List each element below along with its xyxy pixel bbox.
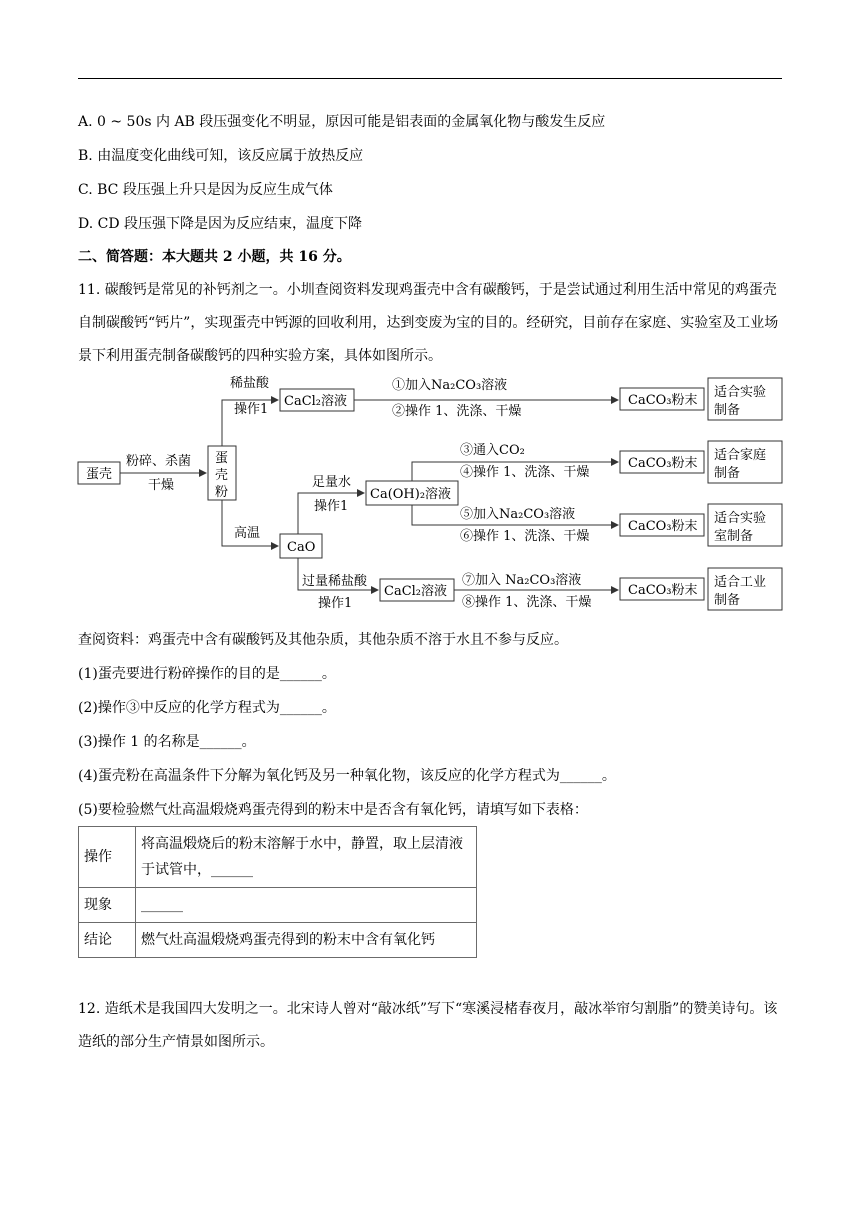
step-7: ⑦加入 Na₂CO₃溶液	[462, 573, 582, 588]
caoh2-label: Ca(OH)₂溶液	[370, 487, 452, 502]
table-row	[79, 888, 477, 923]
sub-question-4: (4)蛋壳粉在高温条件下分解为氧化钙及另一种氧化物，该反应的化学方程式为______。	[78, 768, 616, 784]
step-4: ④操作 1、洗涤、干燥	[460, 465, 590, 480]
row-content-phenomenon: ______	[136, 888, 477, 923]
header-rule	[78, 78, 782, 79]
result-3-line-2: 室制备	[714, 529, 754, 544]
result-4-line-1: 适合工业	[714, 575, 767, 590]
result-1-line-1: 适合实验	[714, 385, 767, 400]
result-4-line-2: 制备	[714, 593, 741, 608]
caco3-label-1: CaCO₃粉末	[628, 393, 698, 408]
option-a: A. 0 ~ 50s 内 AB 段压强变化不明显，原因可能是铝表面的金属氧化物与酸发生反应	[78, 114, 606, 130]
step-8: ⑧操作 1、洗涤、干燥	[462, 595, 592, 610]
section-heading: 二、简答题：本大题共 2 小题，共 16 分。	[78, 249, 351, 265]
answer-table	[78, 826, 477, 958]
question-12-text: 12. 造纸术是我国四大发明之一。北宋诗人曾对“敲冰纸”写下“寒溪浸楮春夜月，敲冰举帘匀割脂”的赞美诗句。该造纸的部分生产情景如图所示。	[78, 1001, 778, 1050]
powder-char-2: 壳	[215, 468, 229, 483]
cacl2-bottom-label: CaCl₂溶液	[384, 584, 448, 599]
sub-question-5: (5)要检验燃气灶高温煅烧鸡蛋壳得到的粉末中是否含有氧化钙，请填写如下表格：	[78, 802, 588, 818]
op1-label-b: 操作1	[314, 499, 349, 514]
caco3-label-2: CaCO₃粉末	[628, 456, 698, 471]
powder-char-3: 粉	[215, 485, 229, 500]
question-11-intro: 11. 碳酸钙是常见的补钙剂之一。小圳查阅资料发现鸡蛋壳中含有碳酸钙，于是尝试通过利用生活中常见的鸡蛋壳自制碳酸钙“钙片”，实现蛋壳中钙源的回收利用，达到变废为宝的目的。经研究，目前存在家庭、实验室及工业场景下利用蛋壳制备碳酸钙的四种实验方案，具体如图所示。	[78, 282, 779, 364]
row-label-conclusion: 结论	[79, 923, 136, 958]
table-row	[79, 923, 477, 958]
result-1-line-2: 制备	[714, 403, 741, 418]
cao-label: CaO	[287, 540, 316, 555]
step-1: ①加入Na₂CO₃溶液	[392, 378, 508, 393]
option-b: B. 由温度变化曲线可知，该反应属于放热反应	[78, 148, 364, 164]
result-2-line-1: 适合家庭	[714, 448, 767, 463]
acid-label: 稀盐酸	[230, 376, 270, 391]
cacl2-top-label: CaCl₂溶液	[284, 394, 348, 409]
step-2: ②操作 1、洗涤、干燥	[392, 404, 522, 419]
reference-note: 查阅资料：鸡蛋壳中含有碳酸钙及其他杂质，其他杂质不溶于水且不参与反应。	[78, 632, 568, 648]
result-2-line-2: 制备	[714, 466, 741, 481]
row-content-conclusion: 燃气灶高温煅烧鸡蛋壳得到的粉末中含有氧化钙	[136, 923, 477, 958]
excess-acid-label: 过量稀盐酸	[302, 574, 368, 589]
flow-diagram	[74, 374, 786, 620]
op1-label-a: 操作1	[234, 402, 269, 417]
row-content-operation: 将高温煅烧后的粉末溶解于水中，静置，取上层清液于试管中，______	[136, 827, 477, 888]
step-6: ⑥操作 1、洗涤、干燥	[460, 529, 590, 544]
step-3: ③通入CO₂	[460, 443, 525, 458]
row-label-operation: 操作	[79, 827, 136, 888]
row-label-phenomenon: 现象	[79, 888, 136, 923]
high-temp-label: 高温	[234, 526, 261, 541]
powder-char-1: 蛋	[215, 451, 229, 466]
sub-question-3: (3)操作 1 的名称是______。	[78, 734, 256, 750]
op1-label-c: 操作1	[318, 596, 353, 611]
sub-question-1: (1)蛋壳要进行粉碎操作的目的是______。	[78, 666, 336, 682]
caco3-label-4: CaCO₃粉末	[628, 583, 698, 598]
sub-question-2: (2)操作③中反应的化学方程式为______。	[78, 700, 336, 716]
option-d: D. CD 段压强下降是因为反应结束，温度下降	[78, 216, 363, 232]
step-5: ⑤加入Na₂CO₃溶液	[460, 507, 576, 522]
table-row	[79, 827, 477, 888]
caco3-label-3: CaCO₃粉末	[628, 519, 698, 534]
water-label: 足量水	[312, 475, 352, 490]
eggshell-label: 蛋壳	[86, 467, 113, 482]
option-c: C. BC 段压强上升只是因为反应生成气体	[78, 182, 333, 198]
crush-label: 粉碎、杀菌	[126, 454, 192, 469]
result-3-line-1: 适合实验	[714, 511, 767, 526]
dry-label: 干燥	[148, 478, 175, 493]
